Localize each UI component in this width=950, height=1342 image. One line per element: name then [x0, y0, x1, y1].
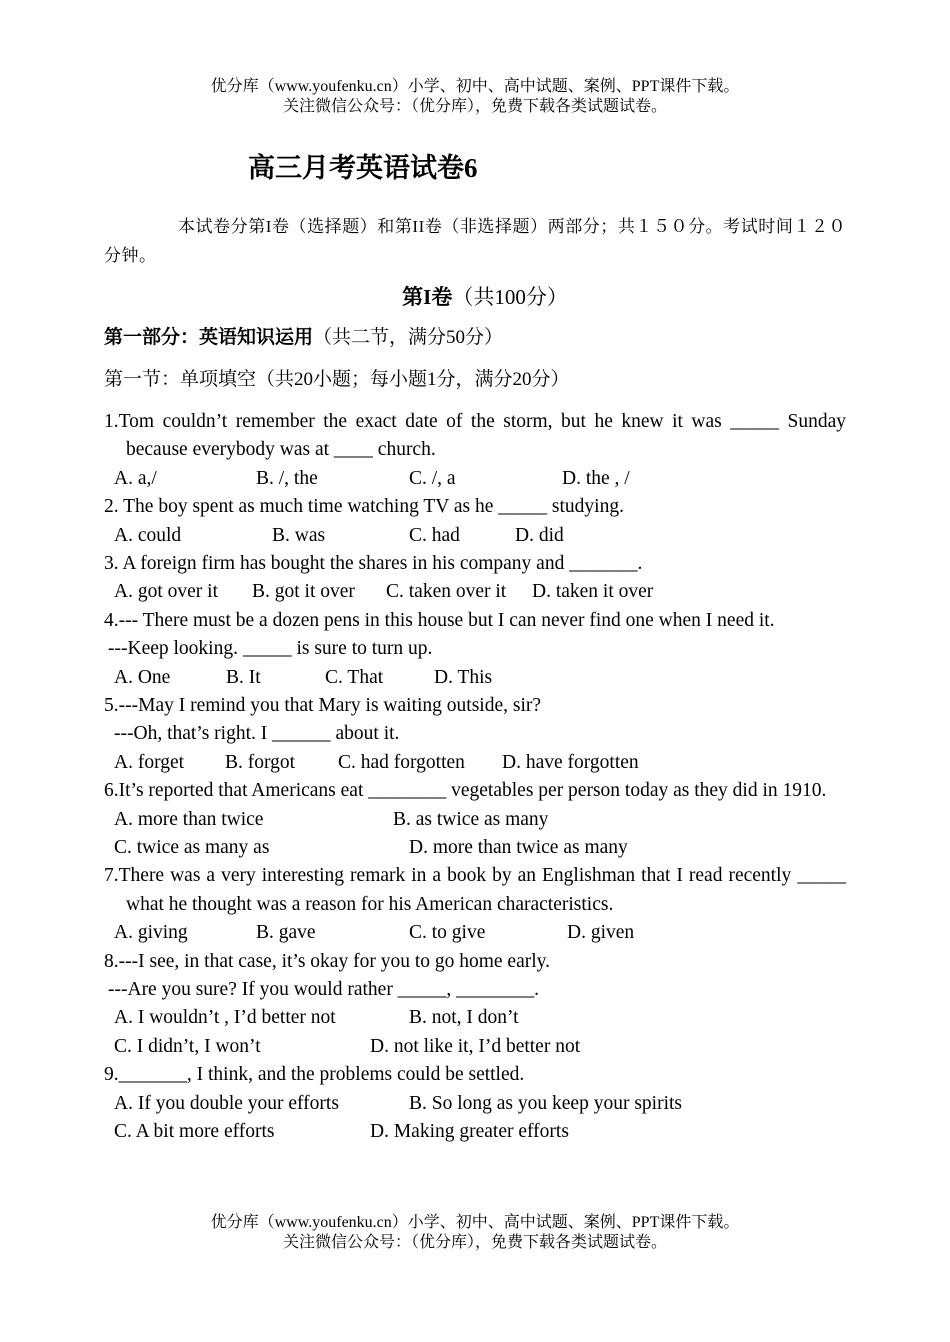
question-1-options — [104, 465, 846, 493]
question-3-stem: 3. A foreign firm has bought the shares in his company and _______. — [104, 553, 643, 574]
question-list — [104, 408, 846, 1146]
question-6-options-row-2 — [104, 834, 846, 862]
option-a: A. I wouldn’t , I’d better not — [114, 1007, 336, 1029]
question-8-reply — [104, 976, 846, 1004]
option-a: A. If you double your efforts — [114, 1092, 339, 1114]
dialog-reply: ---Keep looking. _____ is sure to turn up. — [108, 638, 433, 660]
option-a: A. a,/ — [114, 467, 157, 489]
option-b: B. was — [272, 524, 326, 546]
subsection-heading: 第一节：单项填空（共20小题；每小题1分，满分20分） — [104, 369, 570, 390]
part-heading-bold: 第I卷 — [402, 285, 453, 309]
option-b: B. forgot — [225, 751, 296, 773]
part-heading — [0, 282, 950, 312]
option-c: C. /, a — [409, 467, 456, 489]
dialog-reply: ---Are you sure? If you would rather _____, ________. — [108, 978, 540, 1000]
header-line-2: 关注微信公众号：（优分库），免费下载各类试题试卷。 — [282, 98, 667, 115]
question-4-reply — [104, 635, 846, 663]
option-c: C. That — [325, 666, 384, 688]
question-7-options — [104, 919, 846, 947]
intro-paragraph: 本试卷分第I卷（选择题）和第II卷（非选择题）两部分；共１５０分。考试时间１２０分钟。 — [104, 217, 846, 265]
question-9-stem: 9._______, I think, and the problems could be settled. — [104, 1064, 525, 1086]
option-c: C. taken over it — [386, 581, 507, 603]
question-5-reply — [104, 720, 846, 748]
option-a: A. forget — [114, 751, 185, 773]
question-2-stem: 2. The boy spent as much time watching TV as he _____ studying. — [104, 496, 624, 518]
question-8-stem-line — [104, 948, 846, 976]
footer-line-2: 关注微信公众号：（优分库），免费下载各类试题试卷。 — [282, 1234, 667, 1251]
question-5-stem-line — [104, 692, 846, 720]
section-heading-rest: （共二节，满分50分） — [313, 327, 504, 348]
option-a: A. One — [114, 666, 171, 688]
option-d: D. not like it, I’d better not — [370, 1035, 581, 1057]
question-8-options-row-2 — [104, 1033, 846, 1061]
header-line-1: 优分库（www.youfenku.cn）小学、初中、高中试题、案例、PPT课件下载。 — [210, 78, 740, 95]
option-d: D. given — [567, 922, 635, 944]
question-6-stem: 6.It’s reported that Americans eat ________ vegetables per person today as they did in 1910. — [104, 780, 827, 802]
option-c: C. A bit more efforts — [114, 1120, 275, 1142]
question-3-options — [104, 578, 846, 606]
section-heading-bold: 第一部分：英语知识运用 — [104, 327, 314, 348]
option-a: A. could — [114, 524, 182, 546]
question-4-options — [104, 664, 846, 692]
option-b: B. It — [226, 666, 261, 688]
option-c: C. I didn’t, I won’t — [114, 1035, 261, 1057]
question-4-stem: 4.--- There must be a dozen pens in this house but I can never find one when I need it. — [104, 609, 775, 631]
option-a: A. more than twice — [114, 808, 264, 830]
question-5-options — [104, 749, 846, 777]
option-c: C. to give — [409, 922, 486, 944]
dialog-reply: ---Oh, that’s right. I ______ about it. — [114, 723, 400, 745]
option-d: D. taken it over — [532, 581, 654, 603]
option-a: A. got over it — [114, 581, 218, 603]
page-title: 高三月考英语试卷6 — [248, 153, 478, 183]
option-b: B. as twice as many — [393, 808, 549, 830]
part-heading-rest: （共100分） — [452, 285, 568, 309]
question-9-options-row-2 — [104, 1118, 846, 1146]
question-8-options-row-1 — [104, 1004, 846, 1032]
option-a: A. giving — [114, 922, 188, 944]
section-heading — [104, 324, 503, 352]
question-1-stem: 1.Tom couldn’t remember the exact date of the storm, but he knew it was _____ Sunday because everybody was at ____ church. — [104, 411, 846, 461]
question-5-stem: 5.---May I remind you that Mary is waiting outside, sir? — [104, 694, 542, 716]
question-7-stem: 7.There was a very interesting remark in a book by an Englishman that I read recently _____ what he thought was a reason for his American characteristics. — [104, 865, 846, 915]
question-2-options — [104, 522, 846, 550]
option-b: B. gave — [256, 922, 316, 944]
option-c: C. twice as many as — [114, 836, 270, 858]
option-d: D. have forgotten — [502, 751, 639, 773]
option-d: D. This — [434, 666, 493, 688]
option-d: D. Making greater efforts — [370, 1120, 569, 1142]
question-9-stem-line — [104, 1061, 846, 1089]
option-d: D. more than twice as many — [409, 836, 628, 858]
footer-line-1: 优分库（www.youfenku.cn）小学、初中、高中试题、案例、PPT课件下载。 — [210, 1214, 740, 1231]
question-9-options-row-1 — [104, 1090, 846, 1118]
option-b: B. So long as you keep your spirits — [409, 1092, 682, 1114]
question-6-options-row-1 — [104, 806, 846, 834]
option-b: B. /, the — [256, 467, 318, 489]
option-c: C. had — [409, 524, 460, 546]
option-b: B. not, I don’t — [409, 1007, 519, 1029]
question-8-stem: 8.---I see, in that case, it’s okay for you to go home early. — [104, 950, 551, 972]
option-b: B. got it over — [252, 581, 355, 603]
option-d: D. did — [515, 524, 564, 546]
option-d: D. the , / — [562, 467, 630, 489]
option-c: C. had forgotten — [338, 751, 465, 773]
